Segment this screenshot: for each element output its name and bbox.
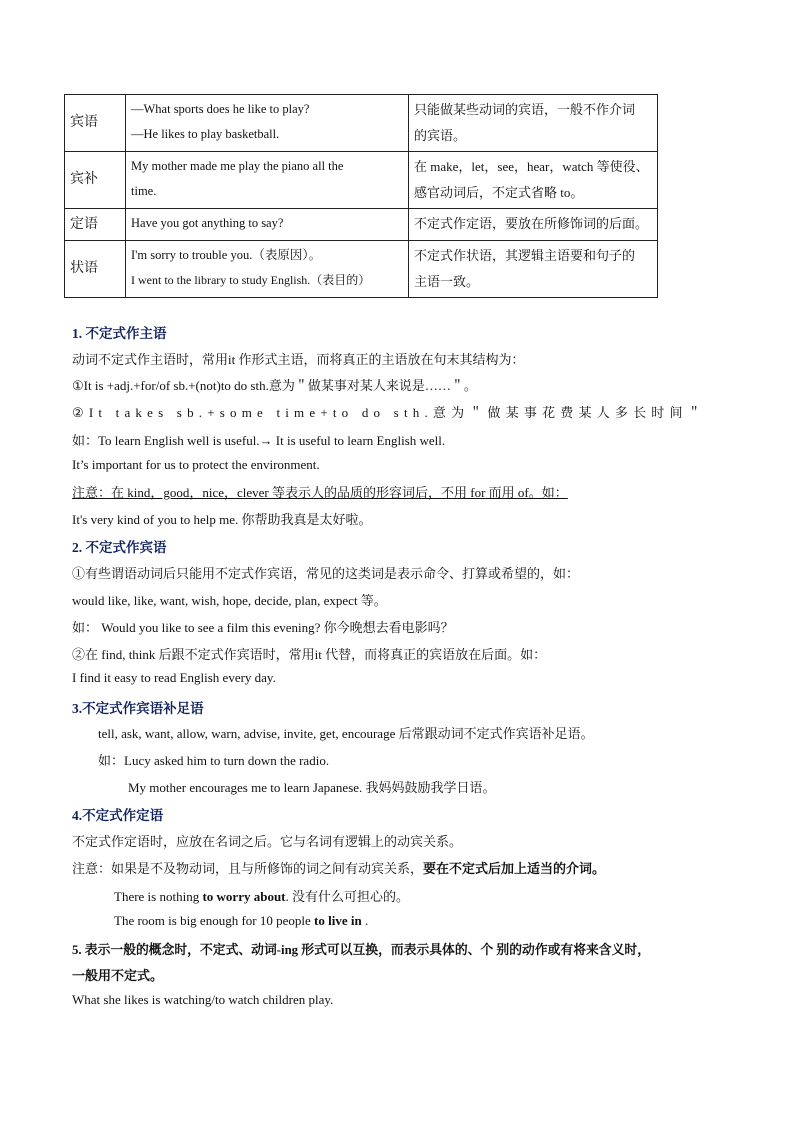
example-line: Have you got anything to say? (131, 216, 284, 230)
note-line: 主语一致。 (414, 274, 480, 289)
section1-example1: 如：To learn English well is useful.→ It is useful to learn English well. (72, 433, 446, 448)
table-cell-example (126, 209, 409, 241)
table-cell-note (409, 241, 658, 298)
section4-note (72, 858, 605, 877)
section2-example2: I find it easy to read English every day. (72, 670, 276, 685)
section5-line2: 一般用不定式。 (72, 968, 164, 983)
section1-example3: It's very kind of you to help me. 你帮助我真是太好啦。 (72, 512, 372, 527)
section1-item2: ②It takes sb.+some time+to do sth.意为＂做某事花费某人多长时间＂ (72, 405, 706, 420)
section5-line1: 5. 表示一般的概念时，不定式、动词-ing 形式可以互换，而表示具体的、个 别的动作或有将来含义时， (72, 943, 650, 957)
section-heading-subject: 1. 不定式作主语 (72, 326, 167, 341)
note-line: 在 make，let，see，hear，watch 等使役、 (414, 159, 649, 174)
note-line: 不定式作定语，要放在所修饰词的后面。 (414, 216, 649, 231)
table-row (65, 152, 658, 209)
table-cell-role: 状语 (65, 241, 126, 298)
table-cell-note (409, 209, 658, 241)
table-cell-note (409, 152, 658, 209)
table-row (65, 209, 658, 241)
section-heading-complement: 3.不定式作宾语补足语 (72, 701, 204, 716)
highlighted-phrase: to live in (314, 913, 362, 928)
section1-example2: It’s important for us to protect the environment. (72, 457, 320, 472)
table-cell-note (409, 95, 658, 152)
section1-note: 注意：在 kind，good，nice，clever 等表示人的品质的形容词后，不用 for 而用 of。如： (72, 485, 568, 500)
example-line: I'm sorry to trouble you.（表原因）。 (131, 248, 322, 262)
table-cell-example (126, 241, 409, 298)
table-cell-role: 宾补 (65, 152, 126, 209)
section4-example2: The room is big enough for 10 people to live in . (114, 913, 369, 928)
section1-intro: 动词不定式作主语时，常用it 作形式主语，而将真正的主语放在句末其结构为： (72, 352, 525, 367)
table-cell-example (126, 95, 409, 152)
section4-note-bold: 要在不定式后加上适当的介词。 (423, 861, 606, 876)
table-cell-example (126, 152, 409, 209)
table-cell-role: 宾语 (65, 95, 126, 152)
example-line: —He likes to play basketball. (131, 127, 280, 141)
table-cell-role: 定语 (65, 209, 126, 241)
example-line: I went to the library to study English.（表目的） (131, 273, 371, 287)
section3-example1: 如：Lucy asked him to turn down the radio. (98, 753, 330, 768)
section2-item2: ②在 find, think 后跟不定式作宾语时，常用it 代替，而将真正的宾语放在后面。如： (72, 647, 547, 662)
section4-intro: 不定式作定语时，应放在名词之后。它与名词有逻辑上的动宾关系。 (72, 834, 463, 849)
section3-verbs: tell, ask, want, allow, warn, advise, invite, get, encourage 后常跟动词不定式作宾语补足语。 (98, 726, 594, 741)
section3-example2: My mother encourages me to learn Japanese. 我妈妈鼓励我学日语。 (128, 780, 496, 795)
section2-verbs: would like, like, want, wish, hope, decide, plan, expect 等。 (72, 593, 387, 608)
table-row (65, 95, 658, 152)
infinitive-usage-table (64, 94, 658, 298)
highlighted-phrase: to worry about (202, 889, 286, 904)
example-line: My mother made me play the piano all the (131, 159, 344, 173)
example-line: —What sports does he like to play? (131, 102, 310, 116)
section-heading-object: 2. 不定式作宾语 (72, 540, 167, 555)
note-line: 的宾语。 (414, 128, 467, 143)
section4-example1: There is nothing to worry about. 没有什么可担心的。 (114, 889, 410, 904)
section1-item1: ①It is +adj.+for/of sb.+(not)to do sth.意为＂做某事对某人来说是……＂。 (72, 378, 477, 393)
note-line: 感官动词后，不定式省略 to。 (414, 185, 584, 200)
section5-example: What she likes is watching/to watch children play. (72, 992, 334, 1007)
example-line: time. (131, 184, 157, 198)
note-line: 不定式作状语，其逻辑主语要和句子的 (414, 248, 636, 263)
section4-note-plain: 注意：如果是不及物动词，且与所修饰的词之间有动宾关系， (72, 861, 424, 876)
section2-item1: ①有些谓语动词后只能用不定式作宾语，常见的这类词是表示命令、打算或希望的，如： (72, 566, 580, 581)
note-line: 只能做某些动词的宾语，一般不作介词 (414, 102, 636, 117)
table-row (65, 241, 658, 298)
section-heading-attributive: 4.不定式作定语 (72, 808, 164, 823)
section2-example1: 如： Would you like to see a film this evening? 你今晚想去看电影吗？ (72, 620, 454, 635)
